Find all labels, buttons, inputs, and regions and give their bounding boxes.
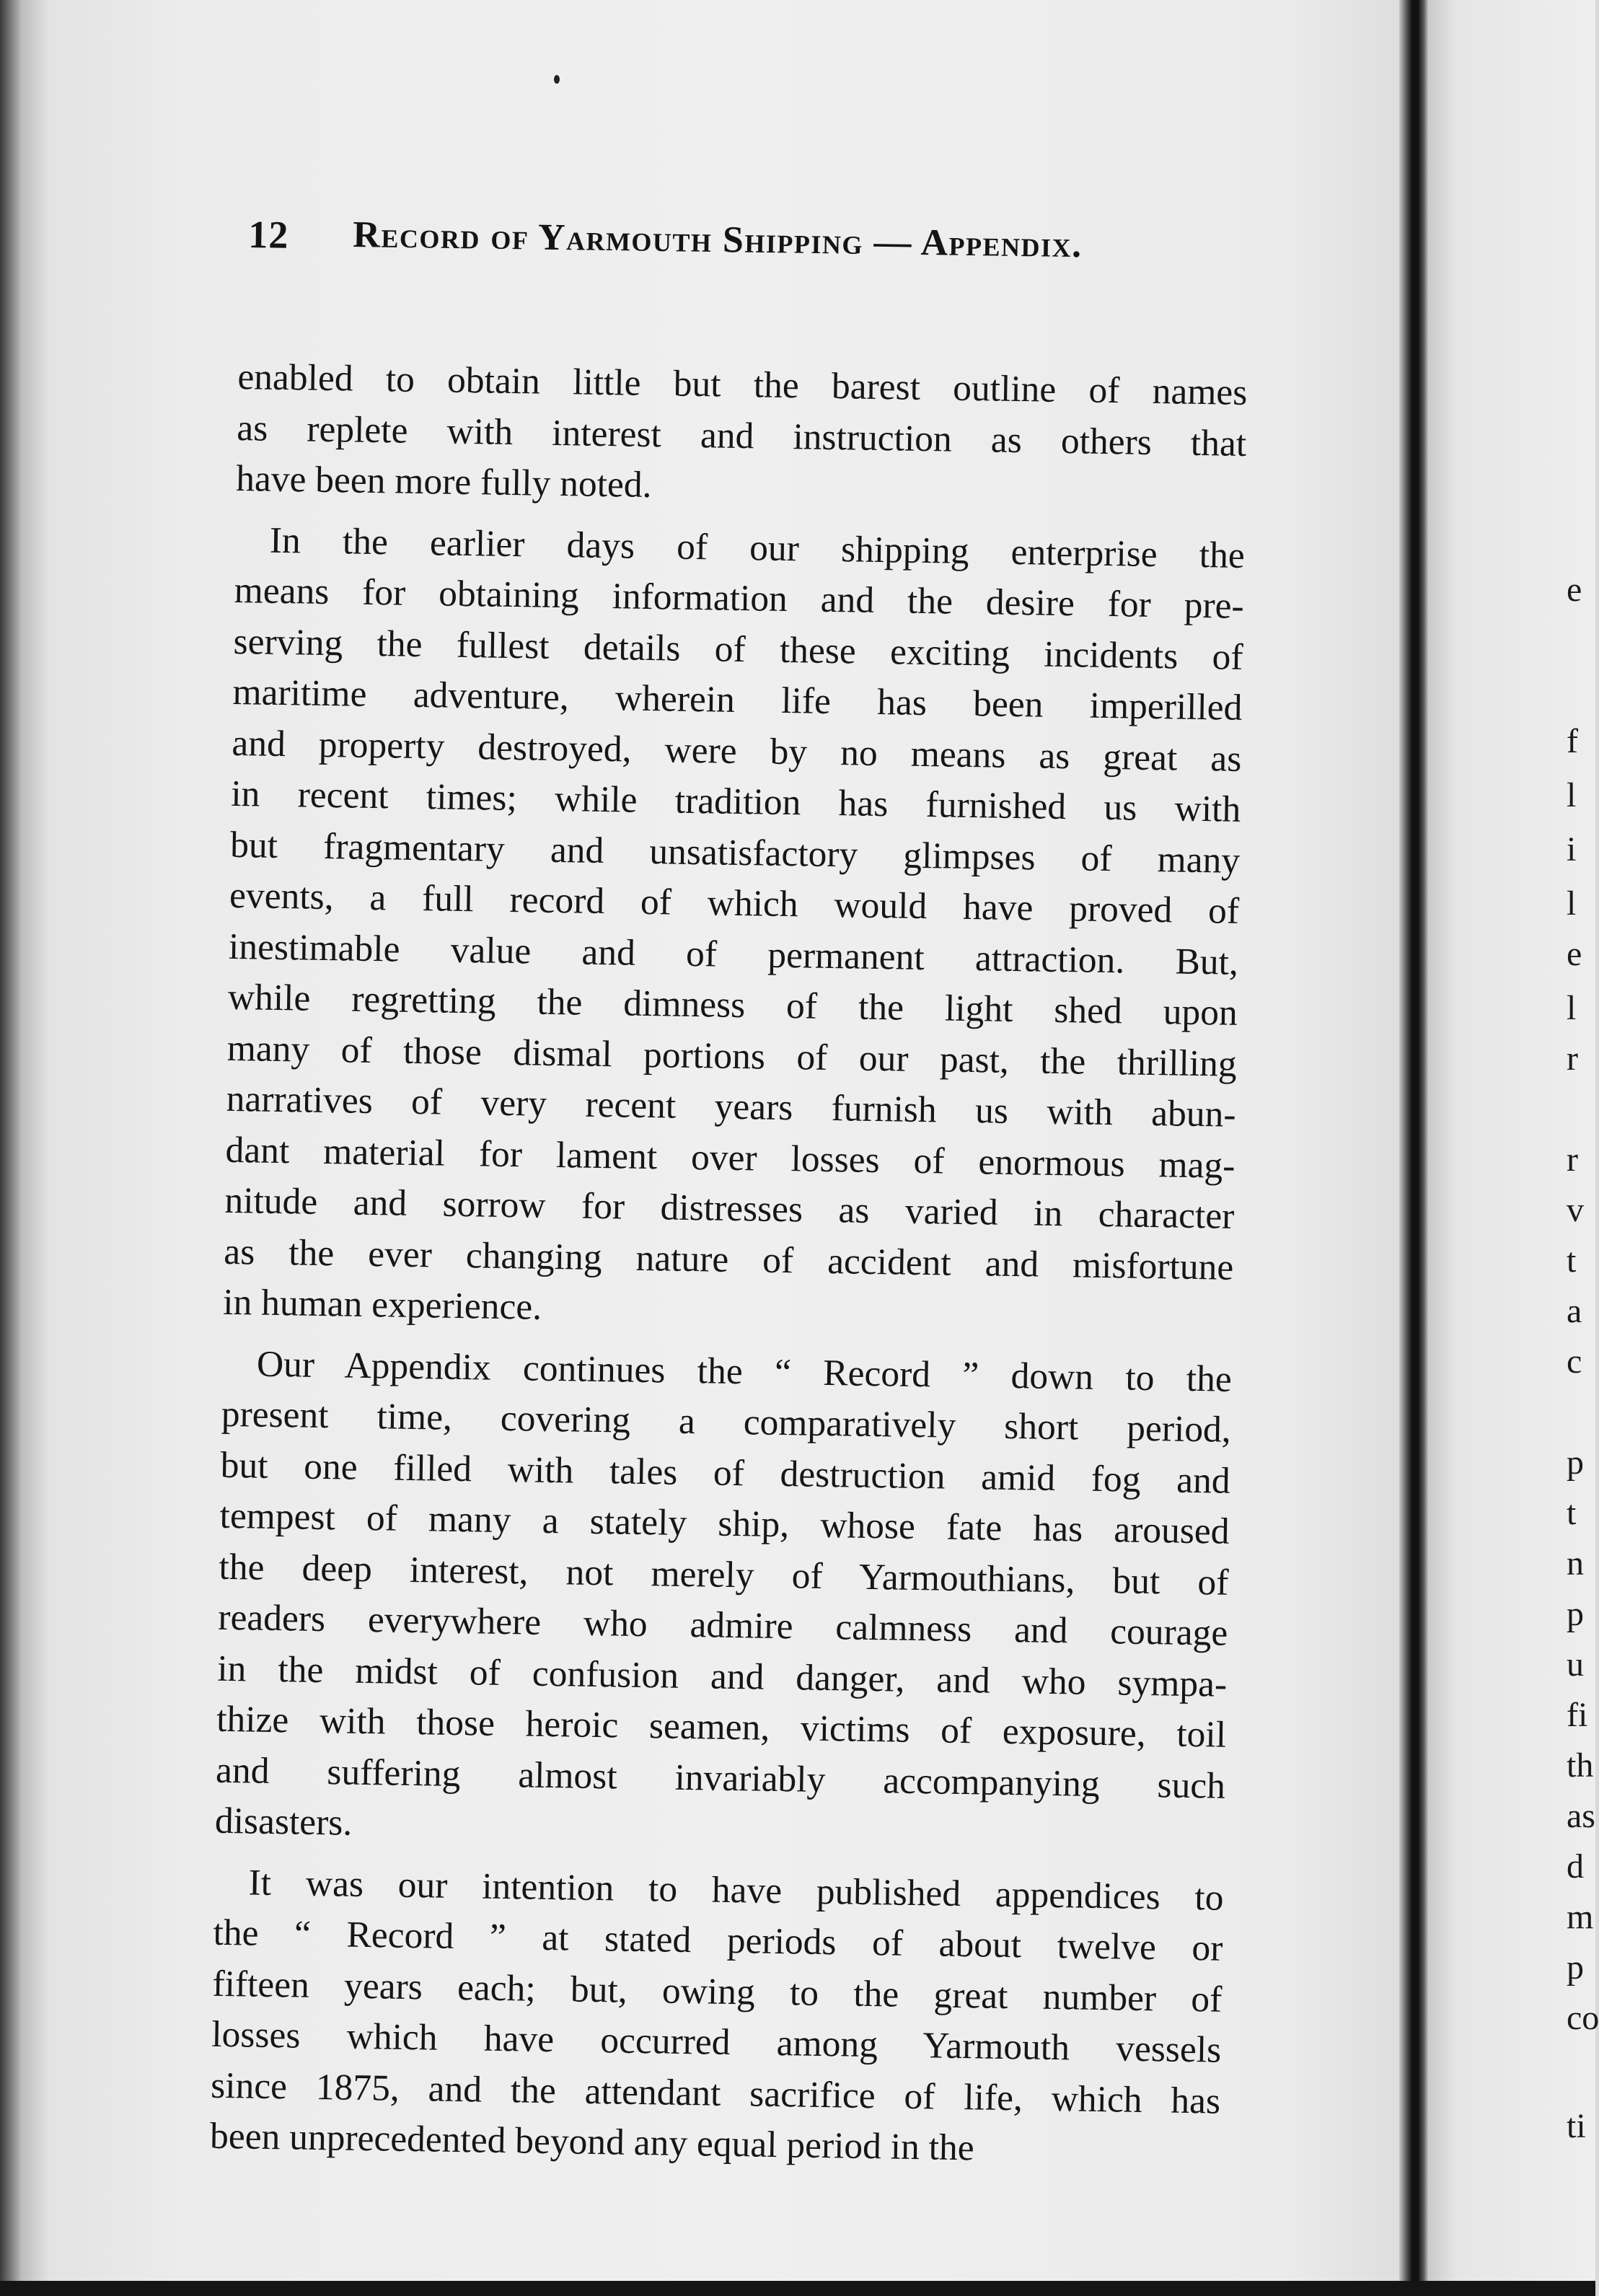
paragraph	[214, 1338, 1232, 1862]
text-line: Our Appendix continues the “ Record ” down to the	[256, 1343, 1233, 1400]
text-line: thize with those heroic seamen, victims of exposure, toil	[216, 1698, 1227, 1756]
text-line: and property destroyed, were by no means as great as	[232, 722, 1242, 780]
scan-bottom-edge	[0, 2281, 1595, 2296]
facing-text-fragment: p	[1567, 1595, 1584, 1633]
text-line: serving the fullest details of these exciting incidents of	[233, 620, 1243, 678]
text-line: many of those dismal portions of our past, the thrilling	[226, 1027, 1238, 1085]
facing-text-fragment: th	[1567, 1746, 1594, 1785]
text-line: present time, covering a comparatively short period,	[221, 1393, 1232, 1451]
facing-page-text-fragments	[1567, 0, 1599, 2296]
text-line: tempest of many a stately ship, whose fate has aroused	[219, 1495, 1230, 1552]
text-line: in the midst of confusion and danger, and who sympa-	[216, 1648, 1228, 1705]
facing-text-fragment: u	[1567, 1645, 1584, 1684]
text-line: the deep interest, not merely of Yarmouthians, but of	[219, 1546, 1229, 1604]
text-line: In the earlier days of our shipping enterprise the	[269, 519, 1246, 576]
text-line: nitude and sorrow for distresses as varied in character	[224, 1179, 1235, 1237]
facing-text-fragment: ti	[1567, 2107, 1586, 2145]
facing-text-fragment: f	[1567, 722, 1578, 760]
paragraph	[223, 514, 1246, 1344]
paragraph	[236, 352, 1248, 520]
facing-text-fragment: m	[1567, 1898, 1594, 1936]
facing-text-fragment: p	[1567, 1443, 1584, 1482]
facing-text-fragment: co	[1567, 1999, 1599, 2037]
text-line: as replete with interest and instruction as others that	[236, 407, 1247, 465]
text-line: in recent times; while tradition has furnished us with	[230, 773, 1241, 830]
running-header	[248, 203, 1158, 289]
text-line: while regretting the dimness of the light shed upon	[227, 976, 1238, 1034]
facing-text-fragment: a	[1567, 1292, 1582, 1330]
text-line: means for obtaining information and the desire for pre-	[234, 569, 1245, 627]
text-line: events, a full record of which would have proved of	[229, 874, 1240, 932]
facing-text-fragment: l	[1567, 776, 1577, 814]
text-line: maritime adventure, wherein life has been imperilled	[232, 671, 1243, 729]
paragraph	[210, 1857, 1224, 2178]
facing-text-fragment: e	[1567, 935, 1582, 973]
text-line: It was our intention to have published appendices to	[248, 1861, 1224, 1919]
facing-text-fragment: l	[1567, 989, 1577, 1027]
facing-text-fragment: r	[1567, 1039, 1578, 1078]
facing-text-fragment: t	[1567, 1494, 1577, 1532]
text-line: but fragmentary and unsatisfactory glimpses of many	[229, 824, 1241, 881]
facing-text-fragment: i	[1567, 830, 1577, 868]
page-number: 12	[247, 212, 289, 257]
text-line: fifteen years each; but, owing to the great number of	[212, 1963, 1223, 2020]
facing-text-fragment: p	[1567, 1948, 1584, 1987]
facing-text-fragment: l	[1567, 884, 1577, 923]
text-line: readers everywhere who admire calmness and courage	[217, 1596, 1228, 1654]
text-line: enabled to obtain little but the barest outline of names	[237, 356, 1248, 413]
facing-text-fragment: d	[1567, 1847, 1584, 1886]
facing-text-fragment: fi	[1567, 1696, 1588, 1734]
page-gutter	[1399, 0, 1428, 2296]
facing-text-fragment: v	[1567, 1191, 1584, 1229]
text-line: narratives of very recent years furnish us with abun-	[226, 1078, 1237, 1135]
binding-shadow	[0, 0, 50, 2296]
text-line: and suffering almost invariably accompanying such	[215, 1749, 1226, 1807]
text-line: dant material for lament over losses of enormous mag-	[225, 1129, 1235, 1187]
text-line: the “ Record ” at stated periods of about twelve or	[213, 1912, 1223, 1969]
text-line: but one filled with tales of destruction amid fog and	[220, 1444, 1231, 1502]
text-line: disasters.	[214, 1800, 353, 1844]
text-line: losses which have occurred among Yarmouth vessels	[211, 2013, 1222, 2071]
facing-text-fragment: e	[1567, 571, 1582, 609]
text-line: as the ever changing nature of accident and misfortune	[223, 1231, 1234, 1288]
facing-text-fragment: r	[1567, 1140, 1578, 1179]
facing-text-fragment: c	[1567, 1342, 1582, 1381]
text-line: been unprecedented beyond any equal period in the	[209, 2115, 975, 2169]
text-line: in human experience.	[222, 1281, 542, 1328]
body-text	[210, 352, 1248, 2178]
text-line: since 1875, and the attendant sacrifice of life, which has	[210, 2064, 1221, 2122]
facing-text-fragment: t	[1567, 1241, 1577, 1280]
ink-speck	[554, 75, 560, 84]
running-title: Record of Yarmouth Shipping — Appendix.	[353, 214, 1083, 266]
facing-text-fragment: as	[1567, 1797, 1595, 1835]
text-line: inestimable value and of permanent attraction. But,	[228, 925, 1239, 983]
text-line: have been more fully noted.	[235, 457, 652, 506]
facing-text-fragment: n	[1567, 1544, 1584, 1583]
